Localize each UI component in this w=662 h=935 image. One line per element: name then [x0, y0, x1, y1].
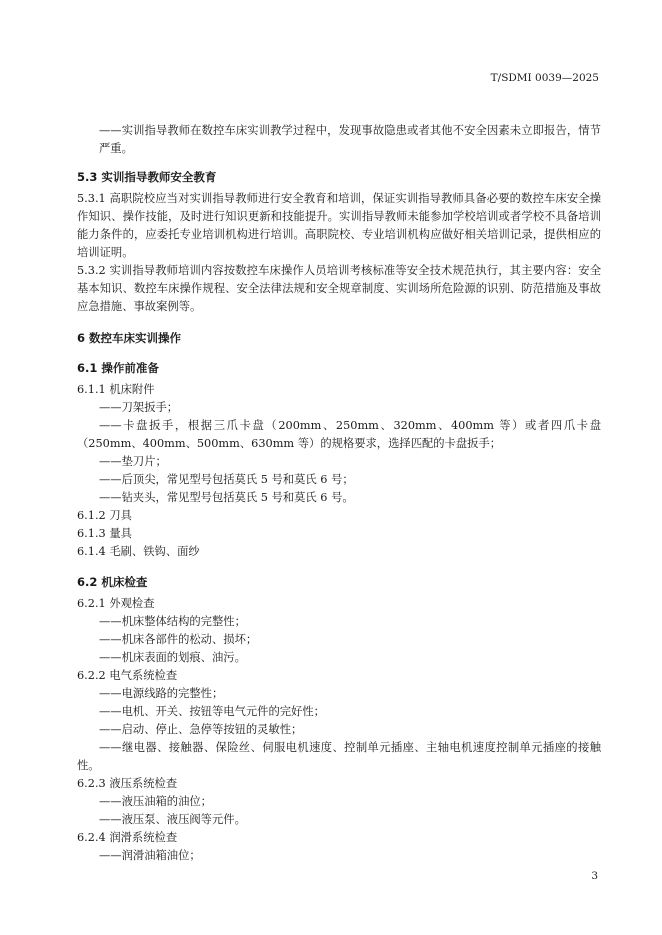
list-item: ——电机、开关、按钮等电气元件的完好性； — [99, 705, 325, 718]
list-item: ——启动、停止、急停等按钮的灵敏性； — [99, 723, 303, 736]
paragraph-5-3-2: 5.3.2 实训指导教师培训内容按数控车床操作人员培训考核标准等安全技术规范执行，其主要内容：安全基本知识、数控车床操作规程、安全法律法规和安全规章制度、实训场所危险源的识别、防范措施及事故应急措施、事故案例等。 — [77, 264, 601, 313]
paragraph: ——实训指导教师在数控车床实训教学过程中，发现事故隐患或者其他不安全因素未立即报告，情节严重。 — [99, 124, 601, 155]
list-item: ——润滑油箱油位； — [99, 849, 201, 862]
list-item: ——继电器、接触器、保险丝、伺服电机速度、控制单元插座、主轴电机速度控制单元插座的接触性。 — [77, 741, 601, 772]
list-item: ——卡盘扳手，根据三爪卡盘（200mm、250mm、320mm、400mm 等）或者四爪卡盘（250mm、400mm、500mm、630mm 等）的规格要求，选择匹配的卡盘扳手； — [77, 419, 601, 450]
subsection-6-1-4: 6.1.4 毛刷、铁钩、面纱 — [77, 545, 200, 558]
subsection-6-2-3: 6.2.3 液压系统检查 — [77, 777, 178, 790]
subsection-6-1-3: 6.1.3 量具 — [77, 527, 132, 540]
list-item: ——机床表面的划痕、油污。 — [99, 651, 246, 664]
list-item: ——机床整体结构的完整性； — [99, 615, 246, 628]
section-heading-5-3: 5.3 实训指导教师安全教育 — [77, 170, 217, 184]
document-id: T/SDMI 0039—2025 — [490, 72, 599, 84]
list-item: ——电源线路的完整性； — [99, 687, 224, 700]
subsection-6-1-2: 6.1.2 刀具 — [77, 509, 132, 522]
subsection-6-2-1: 6.2.1 外观检查 — [77, 597, 155, 610]
list-item: ——后顶尖，常见型号包括莫氏 5 号和莫氏 6 号； — [99, 473, 354, 486]
list-item: ——液压泵、液压阀等元件。 — [99, 813, 246, 826]
section-heading-6: 6 数控车床实训操作 — [77, 331, 182, 345]
subsection-6-2-4: 6.2.4 润滑系统检查 — [77, 831, 178, 844]
list-item: ——液压油箱的油位； — [99, 795, 212, 808]
list-item: ——刀架扳手； — [99, 401, 179, 414]
paragraph-5-3-1: 5.3.1 高职院校应当对实训指导教师进行安全教育和培训，保证实训指导教师具备必要的数控车床安全操作知识、操作技能，及时进行知识更新和技能提升。实训指导教师未能参加学校培训或者学校不具备培训能力条件的，应委托专业培训机构进行培训。高职院校、专业培训机构应做好相关培训记录，提供相应的培训证明。 — [77, 192, 601, 259]
list-item: ——机床各部件的松动、损坏； — [99, 633, 258, 646]
subsection-6-2-2: 6.2.2 电气系统检查 — [77, 669, 178, 682]
list-item: ——垫刀片； — [99, 455, 167, 468]
list-item: ——钻夹头，常见型号包括莫氏 5 号和莫氏 6 号。 — [99, 491, 354, 504]
document-body — [77, 122, 601, 865]
page-number: 3 — [591, 870, 598, 882]
section-heading-6-1: 6.1 操作前准备 — [77, 361, 159, 375]
subsection-6-1-1: 6.1.1 机床附件 — [77, 383, 155, 396]
section-heading-6-2: 6.2 机床检查 — [77, 575, 148, 589]
